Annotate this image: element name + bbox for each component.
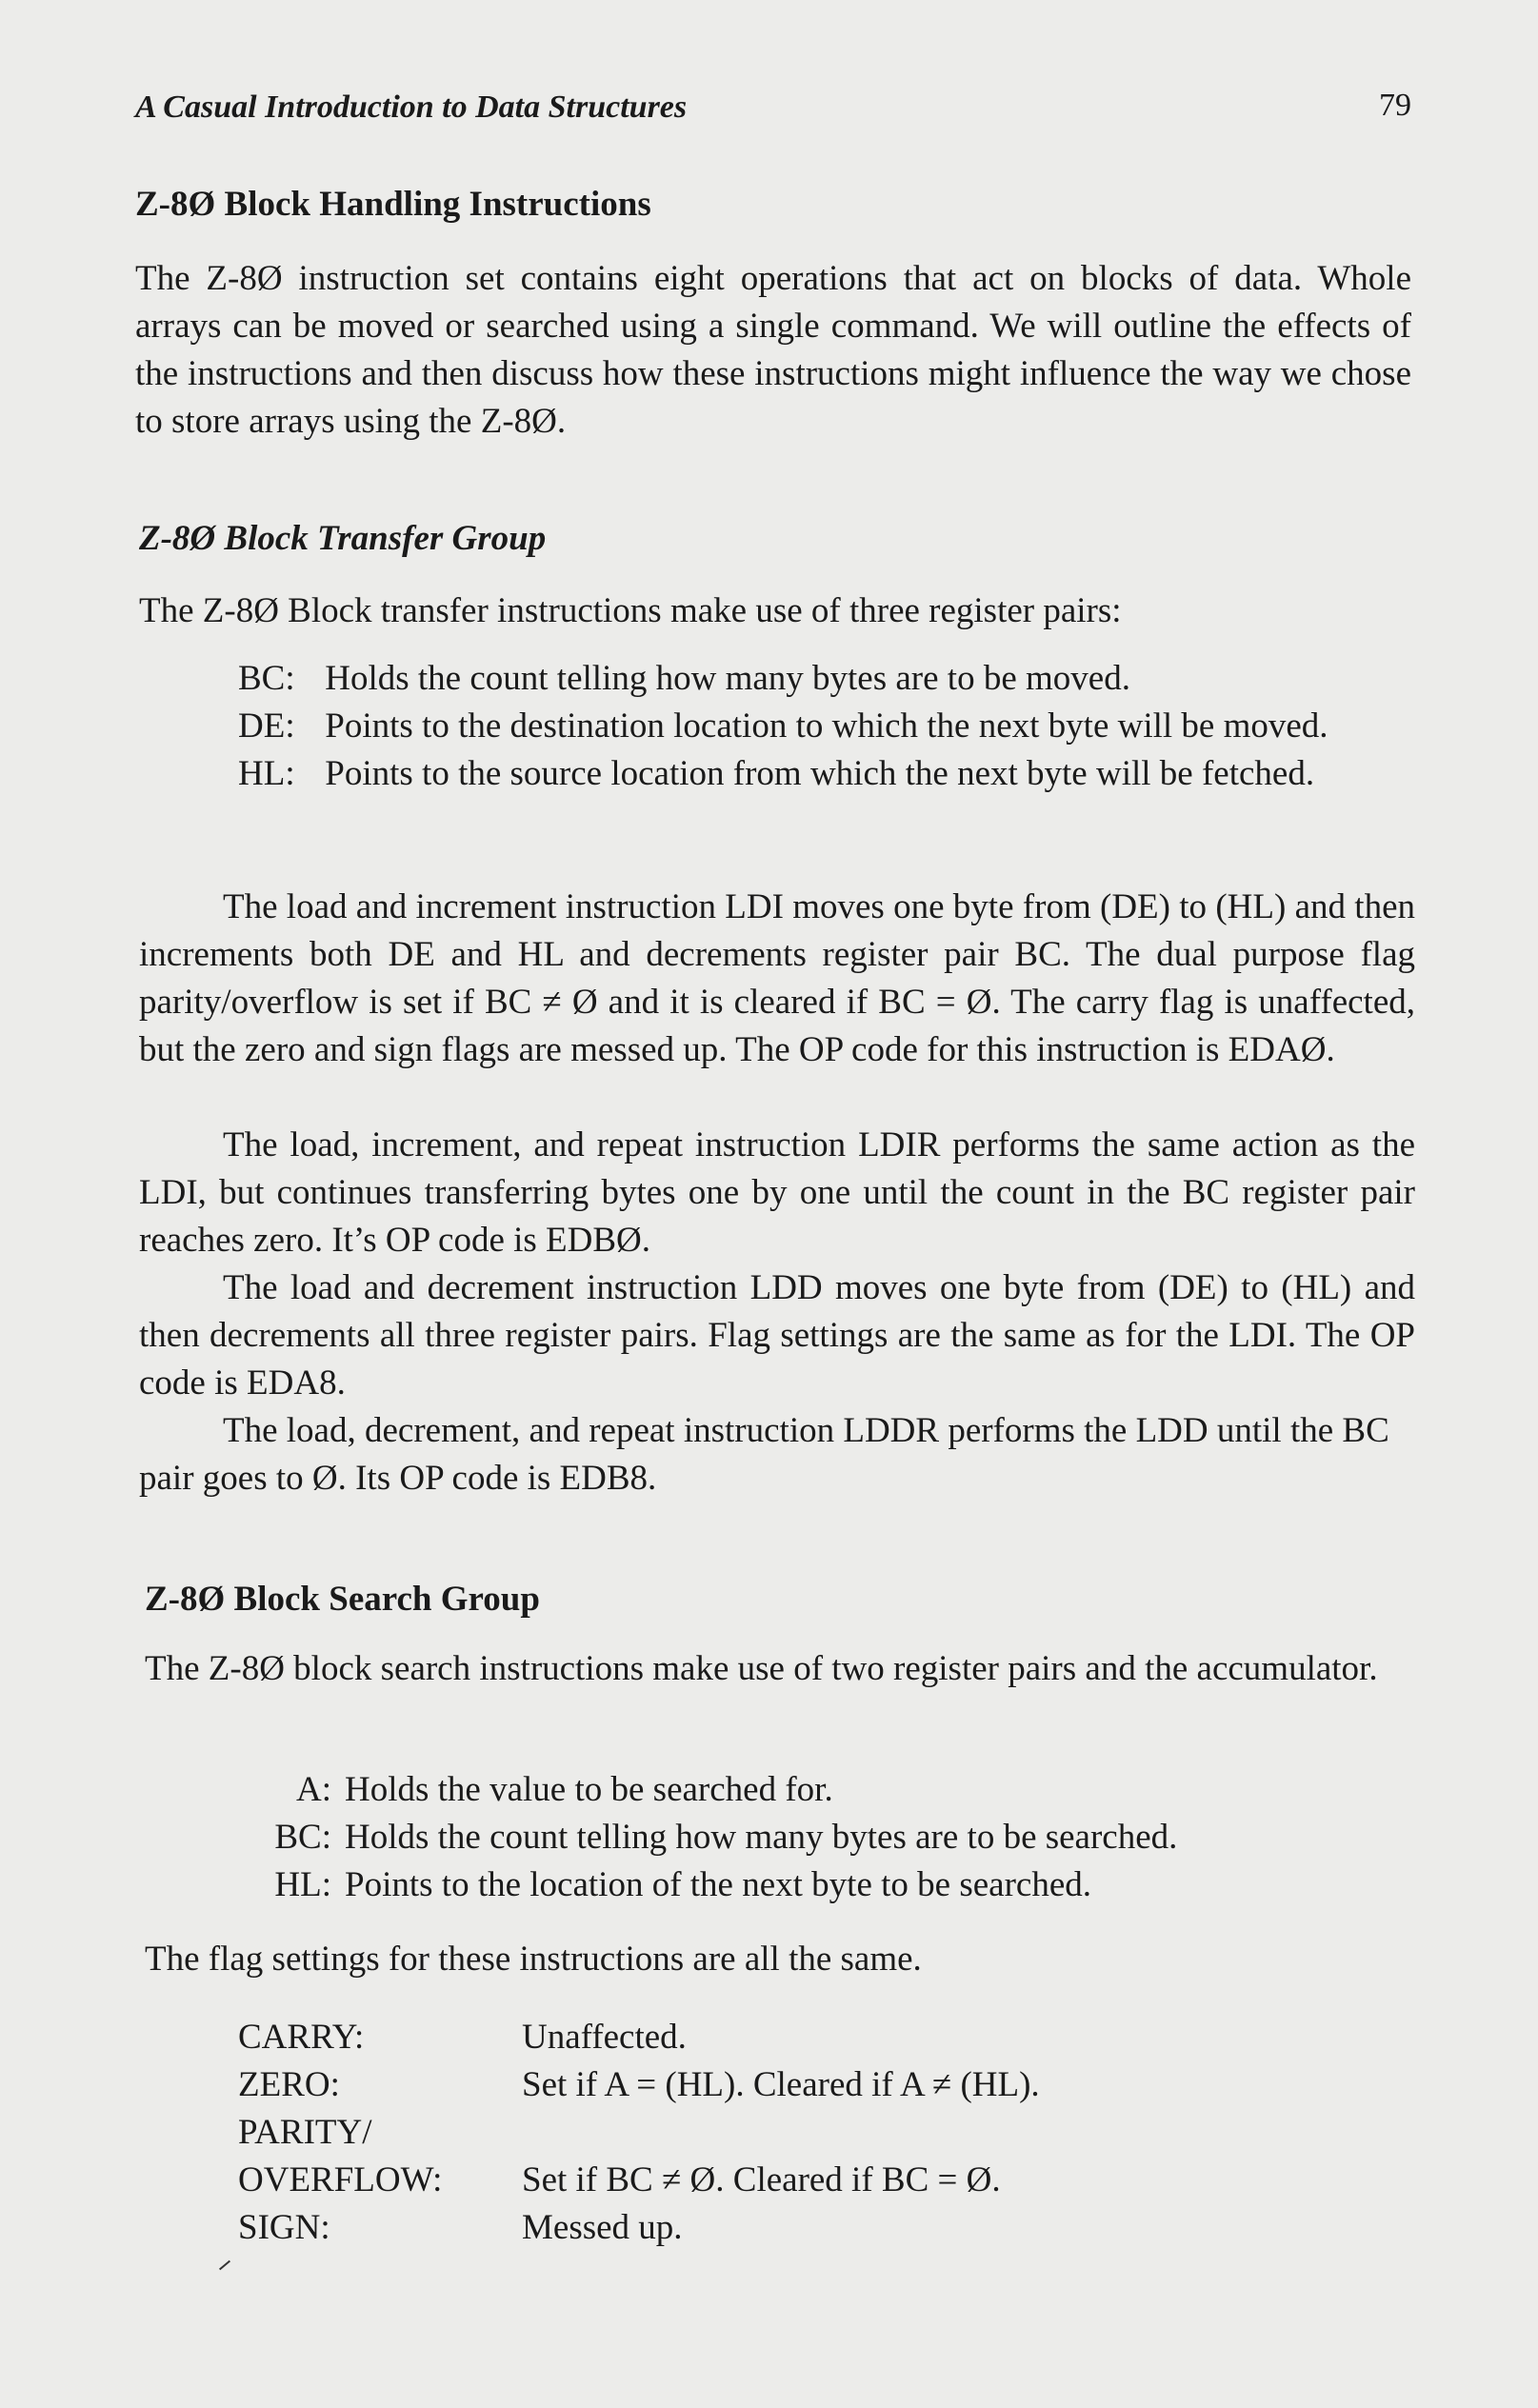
running-head: A Casual Introduction to Data Structures [135, 90, 688, 125]
register-name: HL: [274, 1865, 331, 1904]
flag-row [238, 2014, 1381, 2061]
register-name: BC: [274, 1818, 331, 1857]
register-item: DE: Points to the destination location to which the next byte will be moved. [238, 706, 1328, 746]
transfer-register-list [238, 655, 1424, 798]
flag-settings-table [238, 2014, 1381, 2252]
flag-name: CARRY: [238, 2018, 365, 2057]
register-item [244, 1814, 1387, 1861]
register-item: BC: Holds the count telling how many bytes are to be moved. [238, 659, 1130, 698]
register-item [244, 1766, 1387, 1814]
section-heading-block-search: Z-8Ø Block Search Group [145, 1580, 540, 1619]
paragraph-block-handling: The Z-8Ø instruction set contains eight operations that act on blocks of data. Whole arrays can be moved or searched using a single command. We will outline the effects of the instructions and then discuss how these instructions might influence the way we chose to store arrays using the Z-8Ø. [135, 259, 1411, 441]
register-name: A: [296, 1770, 331, 1809]
flag-name: PARITY/ [238, 2113, 372, 2152]
flag-row [238, 2157, 1381, 2204]
paragraph-flags-intro: The flag settings for these instructions are all the same. [145, 1940, 922, 1979]
register-description: Holds the count telling how many bytes are to be searched. [345, 1818, 1178, 1857]
paragraph-ldd: The load and decrement instruction LDD moves one byte from (DE) to (HL) and then decrements all three register pairs. Flag settings are the same as for the LDI. The OP code is EDA8. [139, 1268, 1415, 1403]
register-description: Holds the value to be searched for. [345, 1770, 833, 1809]
flag-effect: Set if A = (HL). Cleared if A ≠ (HL). [522, 2065, 1040, 2104]
flag-name: ZERO: [238, 2065, 340, 2104]
register-item: HL: Points to the source location from which the next byte will be fetched. [238, 754, 1315, 793]
register-description: Holds the count telling how many bytes are to be moved. [325, 659, 1130, 698]
register-description: Points to the destination location to which the next byte will be moved. [325, 706, 1328, 746]
section-heading-block-transfer: Z-8Ø Block Transfer Group [139, 519, 547, 558]
flag-name: SIGN: [238, 2208, 330, 2247]
stray-pen-mark [219, 2260, 230, 2271]
flag-row [238, 2109, 1381, 2157]
paragraph-ldir: The load, increment, and repeat instruction LDIR performs the same action as the LDI, but continues transferring bytes one by one until the count in the BC register pair reaches zero. It’s OP code is EDBØ. [139, 1125, 1415, 1260]
flag-row [238, 2061, 1381, 2109]
register-description: Points to the source location from which the next byte will be fetched. [325, 754, 1315, 793]
register-item [244, 1861, 1387, 1909]
flag-effect: Messed up. [522, 2208, 683, 2247]
flag-name: OVERFLOW: [238, 2160, 443, 2199]
paragraph-lddr: The load, decrement, and repeat instruction LDDR performs the LDD until the BC pair goes to Ø. Its OP code is EDB8. [139, 1411, 1389, 1498]
flag-row [238, 2204, 1381, 2252]
paragraph-ldi: The load and increment instruction LDI moves one byte from (DE) to (HL) and then increments both DE and HL and decrements register pair BC. The dual purpose flag parity/overflow is set if BC ≠ Ø and it is cleared if BC = Ø. The carry flag is unaffected, but the zero and sign flags are messed up. The OP code for this instruction is EDAØ. [139, 887, 1415, 1069]
flag-effect: Unaffected. [522, 2018, 687, 2057]
paragraph-transfer-intro: The Z-8Ø Block transfer instructions make use of three register pairs: [139, 591, 1122, 630]
paragraph-search-intro: The Z-8Ø block search instructions make use of two register pairs and the accumulator. [145, 1649, 1378, 1688]
page-number: 79 [1379, 88, 1411, 123]
search-register-list [244, 1766, 1387, 1909]
section-heading-block-handling: Z-8Ø Block Handling Instructions [135, 185, 651, 224]
flag-effect: Set if BC ≠ Ø. Cleared if BC = Ø. [522, 2160, 1001, 2199]
register-description: Points to the location of the next byte to be searched. [345, 1865, 1091, 1904]
